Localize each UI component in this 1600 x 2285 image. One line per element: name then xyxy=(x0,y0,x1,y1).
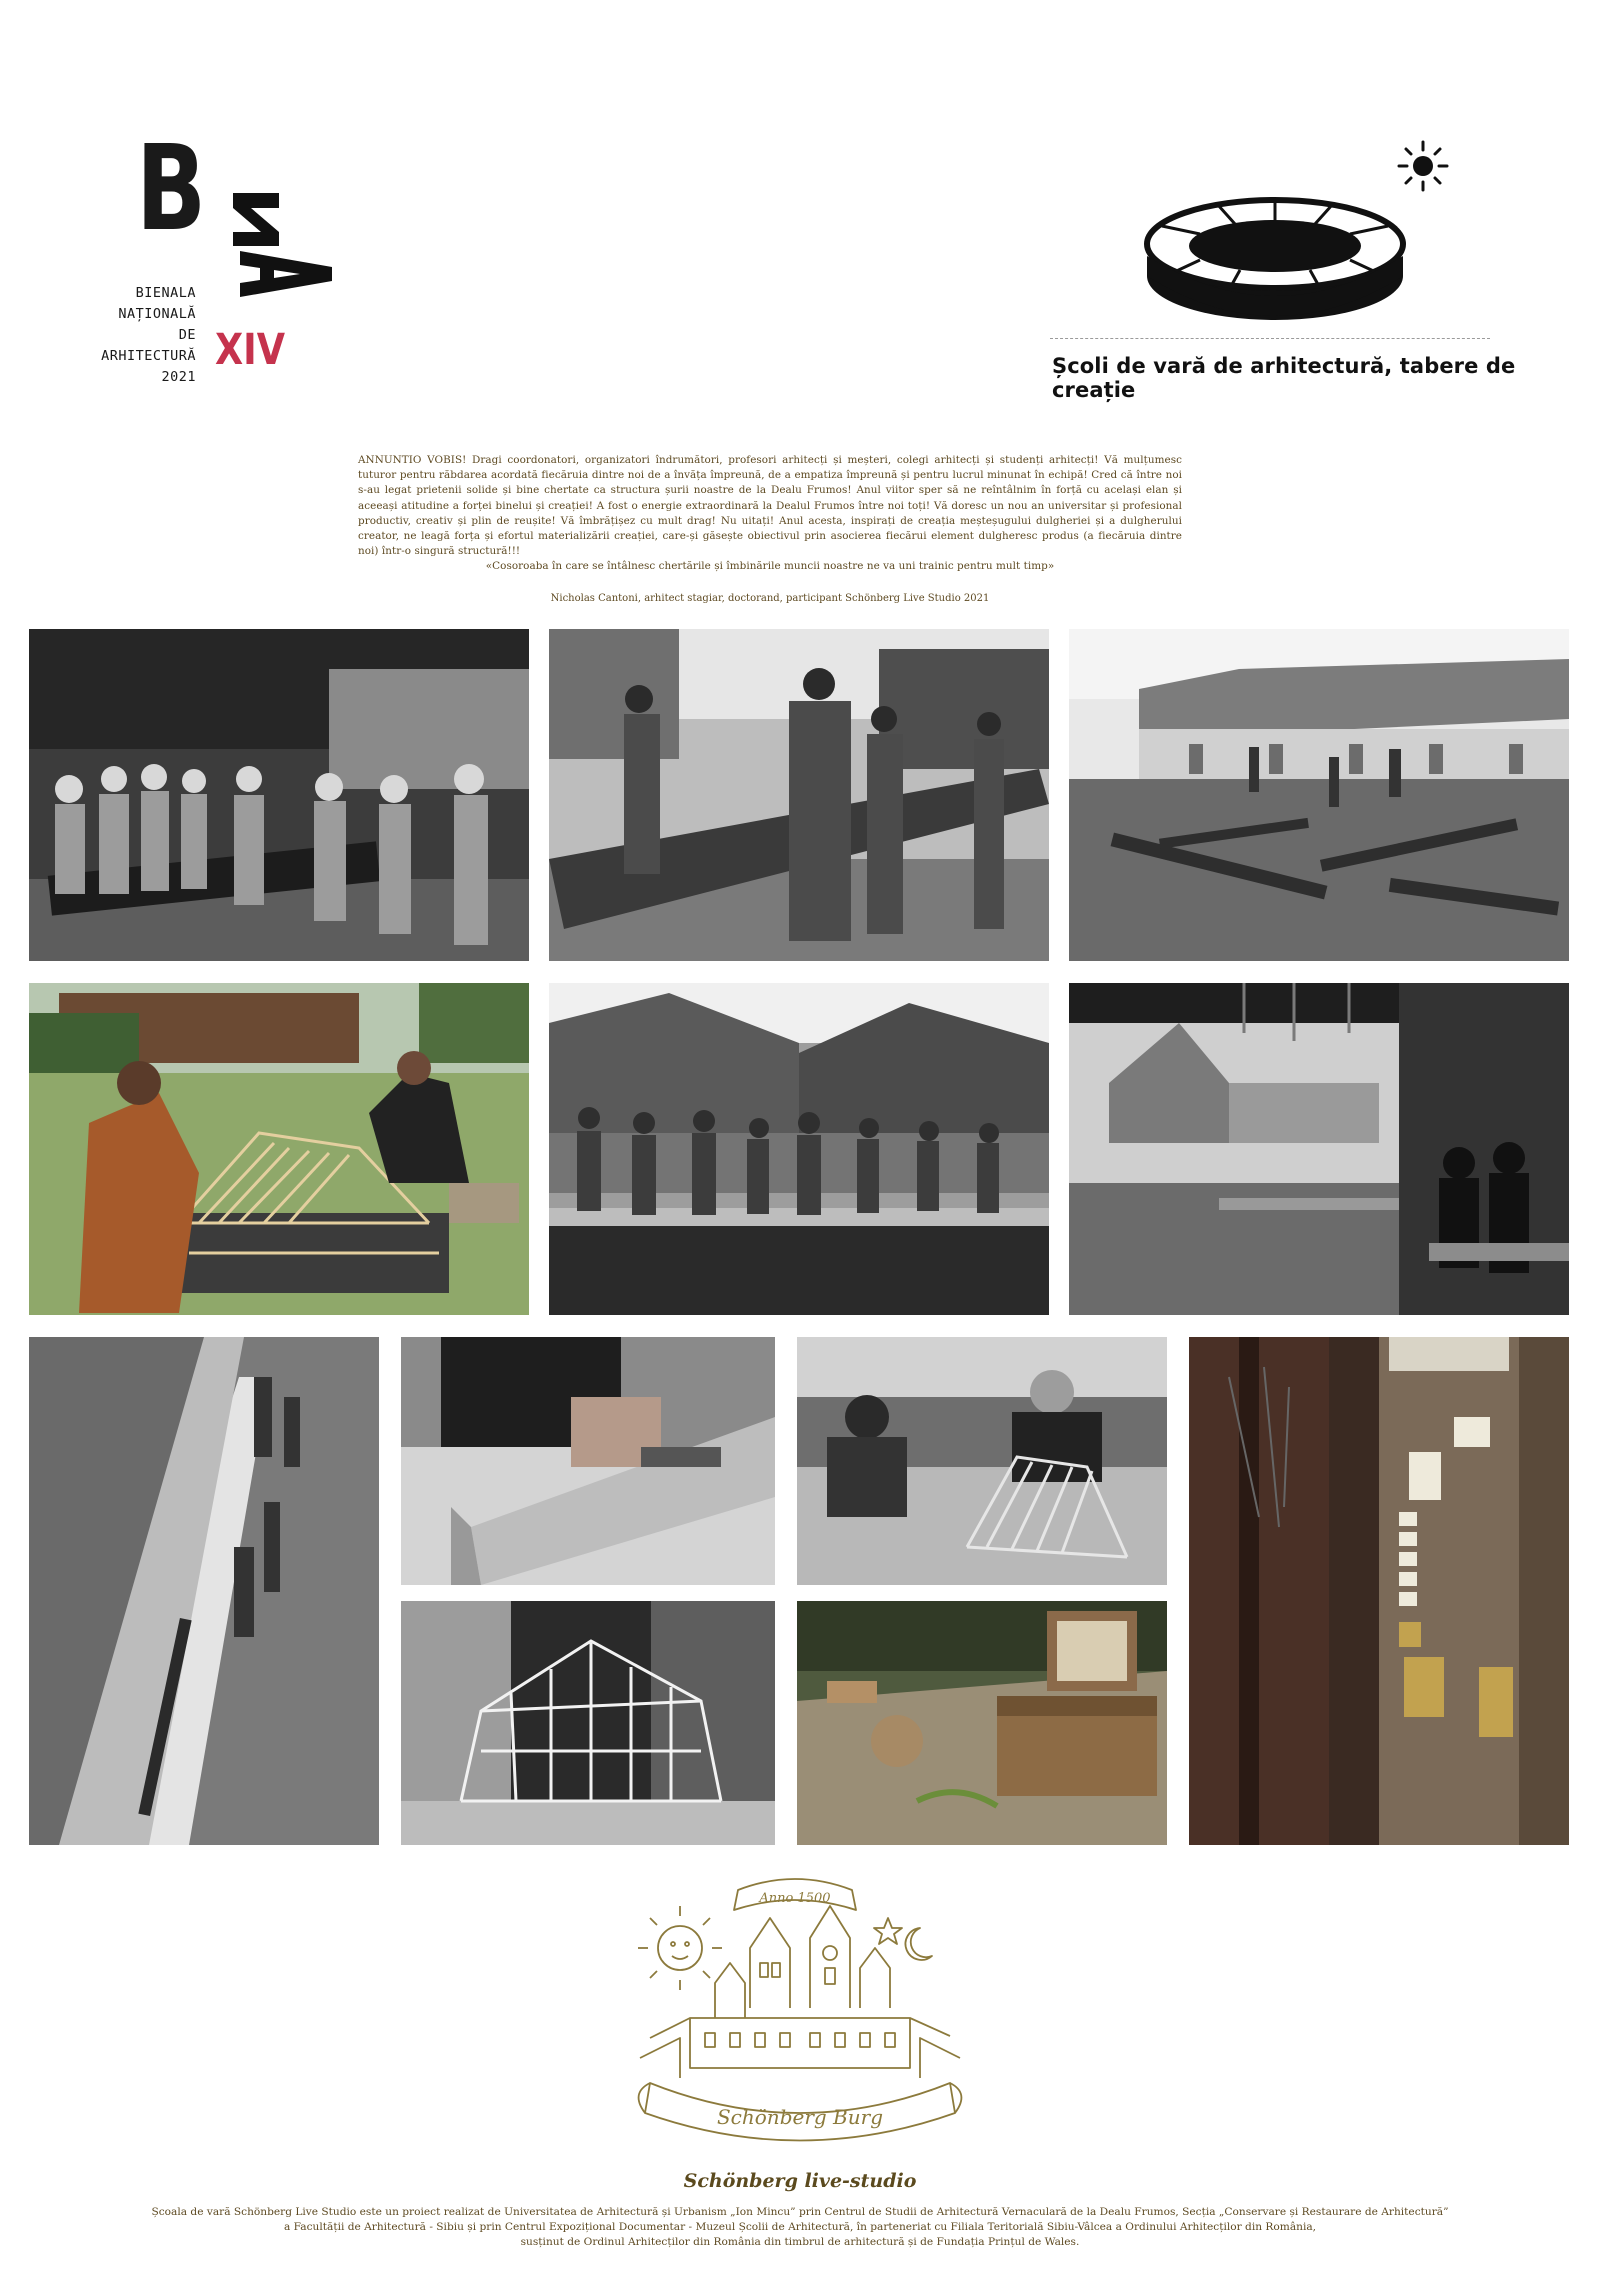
page-subtitle: Școli de vară de arhitectură, tabere de creație xyxy=(1052,354,1516,402)
logo-letter-b: B xyxy=(136,119,204,257)
quote-body: ANNUNTIO VOBIS! Dragi coordonatori, organizatori îndrumători, profesori arhitecți și meșteri, colegi arhitecți și studenți arhitecți! Vă mulțumesc tuturor pentru răbdarea acordată fiecăruia dintre noi de a învăța împreună, de a empatiza împreună și pentru lucrul minunat în echipă! Cred că între noi s-au legat prietenii solide și bine chertate ca structura șurii noastre de la Dealu Frumos! Anul viitor sper să ne reîntâlnim în forță cu același elan și aceeași atitudine a forței binelui și creației! A fost o energie extraordinară la Dealul Frumos între noi toți! Vă doresc un nou an universitar și profesional productiv, creativ și plin de reușite! Vă îmbrățișez cu mult drag! Nu uitați! Anul acesta, inspirați de creația meșteșugului dulgheriei și a dulgherului creator, ne leagă forța și efortul materializării creației, care-și găsește obiectivul prin asocierea fiecărui element dulgheresc produs (a fiecăruia dintre noi) într-o singură structură!!! xyxy=(358,454,1182,558)
credits-line: susținut de Ordinul Arhitecților din România din timbrul de arhitectură și de Fundația Prințul de Wales. xyxy=(520,2236,1080,2248)
photo-model-making xyxy=(797,1337,1167,1585)
photo-workshop-barns xyxy=(549,983,1049,1315)
photo-wooden-panel-gold xyxy=(1189,1337,1569,1845)
emblem-scroll-text: Schönberg Burg xyxy=(716,2105,884,2129)
bna-logo xyxy=(100,119,360,415)
photo-carrying-beam xyxy=(549,629,1049,961)
photo-village-yard xyxy=(1069,629,1569,961)
photo-roof-model-presentation xyxy=(29,983,529,1315)
photo-chiseling-beam xyxy=(401,1337,775,1585)
logo-line: ARHITECTURĂ xyxy=(101,348,196,364)
logo-na-mark xyxy=(220,193,340,303)
quote-author: Nicholas Cantoni, arhitect stagiar, doctorand, participant Schönberg Live Studio 2021 xyxy=(550,593,990,604)
credits-line: Școala de vară Schönberg Live Studio este un proiect realizat de Universitatea de Arhitectură și Urbanism „Ion Mincu” prin Centrul de Studii de Arhitectură Vernaculară de la Dealu Frumos, Secția „Conservare și Restaurare de Arhitectură” xyxy=(151,2206,1449,2218)
ring-pavilion-icon xyxy=(1140,196,1410,326)
logo-line: BIENALA xyxy=(135,285,196,301)
studio-name: Schönberg live-studio xyxy=(683,2170,917,2192)
logo-text-stack xyxy=(100,283,196,388)
logo-line: 2021 xyxy=(161,369,196,385)
logo-line: NAȚIONALĂ xyxy=(118,306,196,322)
edition-number: XIV xyxy=(215,325,286,375)
quote-cited-line: «Cosoroaba în care se întâlnesc chertările și îmbinările muncii noastre ne va uni trainic pentru mult timp» xyxy=(485,560,1055,573)
sun-icon xyxy=(1395,138,1451,194)
photo-table-objects xyxy=(797,1601,1167,1845)
quote-block xyxy=(358,453,1182,575)
photo-group-briefing xyxy=(29,629,529,961)
header-divider xyxy=(1050,338,1490,339)
photo-carpentry-tools xyxy=(29,1337,379,1845)
schonberg-castle-emblem xyxy=(620,1868,980,2158)
logo-line: DE xyxy=(178,327,196,343)
photo-timber-frame-model xyxy=(401,1601,775,1845)
emblem-banner-text: Anno 1500 xyxy=(759,1891,831,1906)
credits-line: a Facultății de Arhitectură - Sibiu și prin Centrul Expozițional Documentar - Muzeul Școlii de Arhitectură, în parteneriat cu Filiala Teritorială Sibiu-Vâlcea a Ordinului Arhitecților din România, xyxy=(283,2221,1317,2233)
photo-barn-interior xyxy=(1069,983,1569,1315)
credits-block xyxy=(70,2205,1530,2250)
